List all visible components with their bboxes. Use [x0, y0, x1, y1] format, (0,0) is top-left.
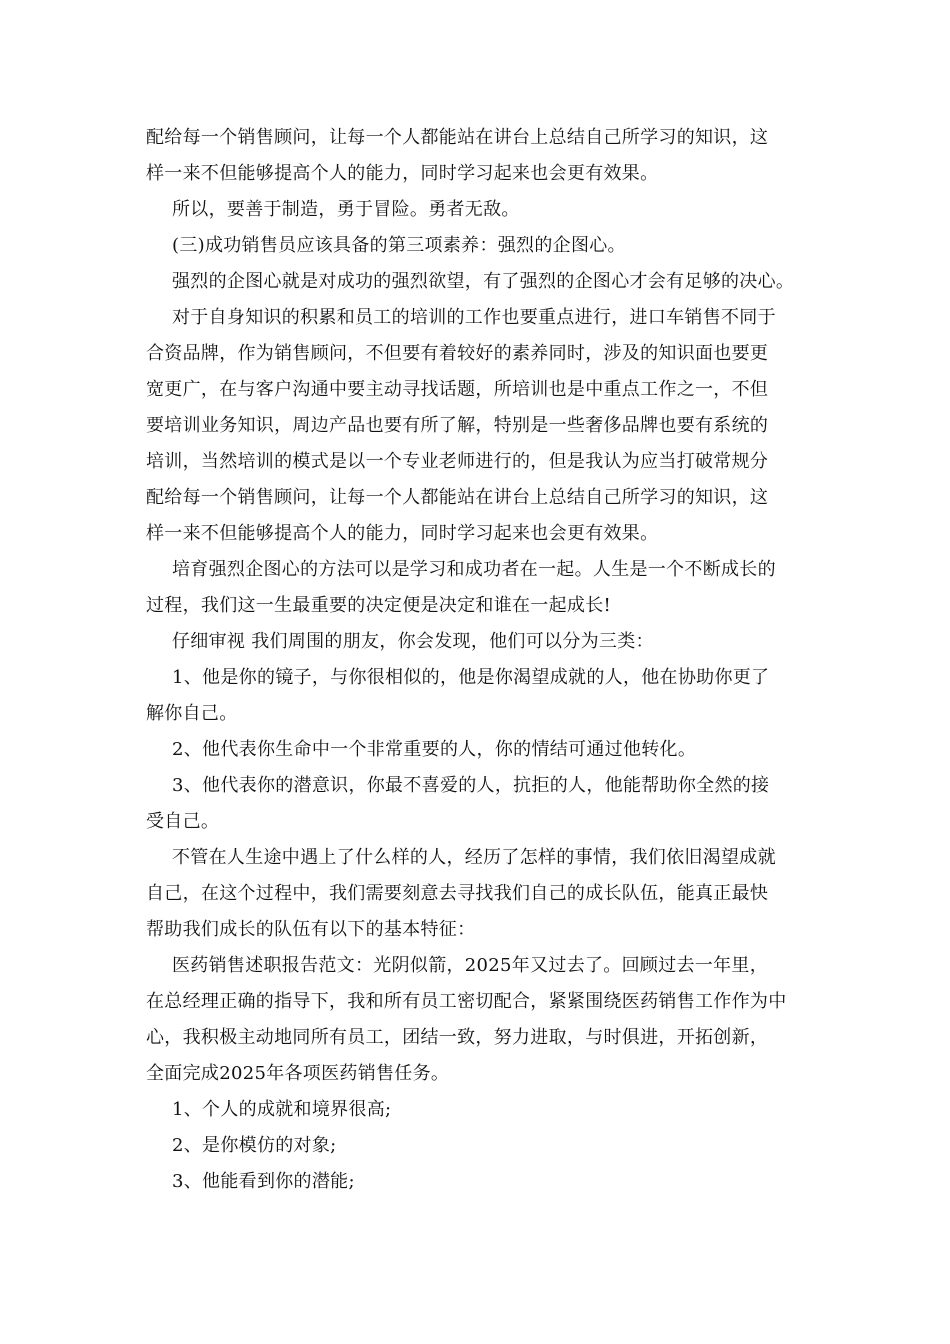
list-item: 3、他能看到你的潜能;	[172, 1171, 355, 1192]
paragraph-line: 对于自身知识的积累和员工的培训的工作也要重点进行，进口车销售不同于	[172, 307, 776, 328]
text-line: 心，我积极主动地同所有员工，团结一致，努力进取，与时俱进，开拓创新，	[146, 1027, 769, 1048]
text-line: 培训，当然培训的模式是以一个专业老师进行的，但是我认为应当打破常规分	[146, 451, 769, 472]
text-line: 要培训业务知识，周边产品也要有所了解，特别是一些奢侈品牌也要有系统的	[146, 415, 769, 436]
text-line: 合资品牌，作为销售顾问，不但要有着较好的素养同时，涉及的知识面也要更	[146, 343, 769, 364]
text-line: 解你自己。	[146, 703, 238, 724]
text-line: 受自己。	[146, 811, 220, 832]
text-line: 过程，我们这一生最重要的决定便是决定和谁在一起成长!	[146, 595, 612, 616]
paragraph-line: 医药销售述职报告范文：光阴似箭，2025年又过去了。回顾过去一年里，	[172, 955, 769, 976]
section-heading: (三)成功销售员应该具备的第三项素养：强烈的企图心。	[172, 235, 626, 256]
text-line: 帮助我们成长的队伍有以下的基本特征：	[146, 919, 476, 940]
text-line: 样一来不但能够提高个人的能力，同时学习起来也会更有效果。	[146, 163, 659, 184]
paragraph-line: 培育强烈企图心的方法可以是学习和成功者在一起。人生是一个不断成长的	[172, 559, 776, 580]
list-item: 1、他是你的镜子，与你很相似的，他是你渴望成就的人，他在协助你更了	[172, 667, 770, 688]
paragraph-line: 仔细审视 我们周围的朋友，你会发现，他们可以分为三类：	[172, 631, 654, 652]
paragraph-line: 所以，要善于制造，勇于冒险。勇者无敌。	[172, 199, 520, 220]
list-item: 2、他代表你生命中一个非常重要的人，你的情结可通过他转化。	[172, 739, 697, 760]
text-line: 配给每一个销售顾问，让每一个人都能站在讲台上总结自己所学习的知识，这	[146, 487, 769, 508]
list-item: 3、他代表你的潜意识，你最不喜爱的人，抗拒的人，他能帮助你全然的接	[172, 775, 770, 796]
list-item: 1、个人的成就和境界很高;	[172, 1099, 392, 1120]
paragraph-line: 不管在人生途中遇上了什么样的人，经历了怎样的事情，我们依旧渴望成就	[172, 847, 776, 868]
list-item: 2、是你模仿的对象;	[172, 1135, 337, 1156]
text-line: 样一来不但能够提高个人的能力，同时学习起来也会更有效果。	[146, 523, 659, 544]
text-line: 全面完成2025年各项医药销售任务。	[146, 1063, 450, 1084]
text-line: 自己，在这个过程中，我们需要刻意去寻找我们自己的成长队伍，能真正最快	[146, 883, 769, 904]
text-line: 在总经理正确的指导下，我和所有员工密切配合，紧紧围绕医药销售工作作为中	[146, 991, 787, 1012]
text-line: 宽更广，在与客户沟通中要主动寻找话题，所培训也是中重点工作之一，不但	[146, 379, 769, 400]
paragraph-line: 强烈的企图心就是对成功的强烈欲望，有了强烈的企图心才会有足够的决心。	[172, 271, 795, 292]
text-line: 配给每一个销售顾问，让每一个人都能站在讲台上总结自己所学习的知识，这	[146, 127, 769, 148]
